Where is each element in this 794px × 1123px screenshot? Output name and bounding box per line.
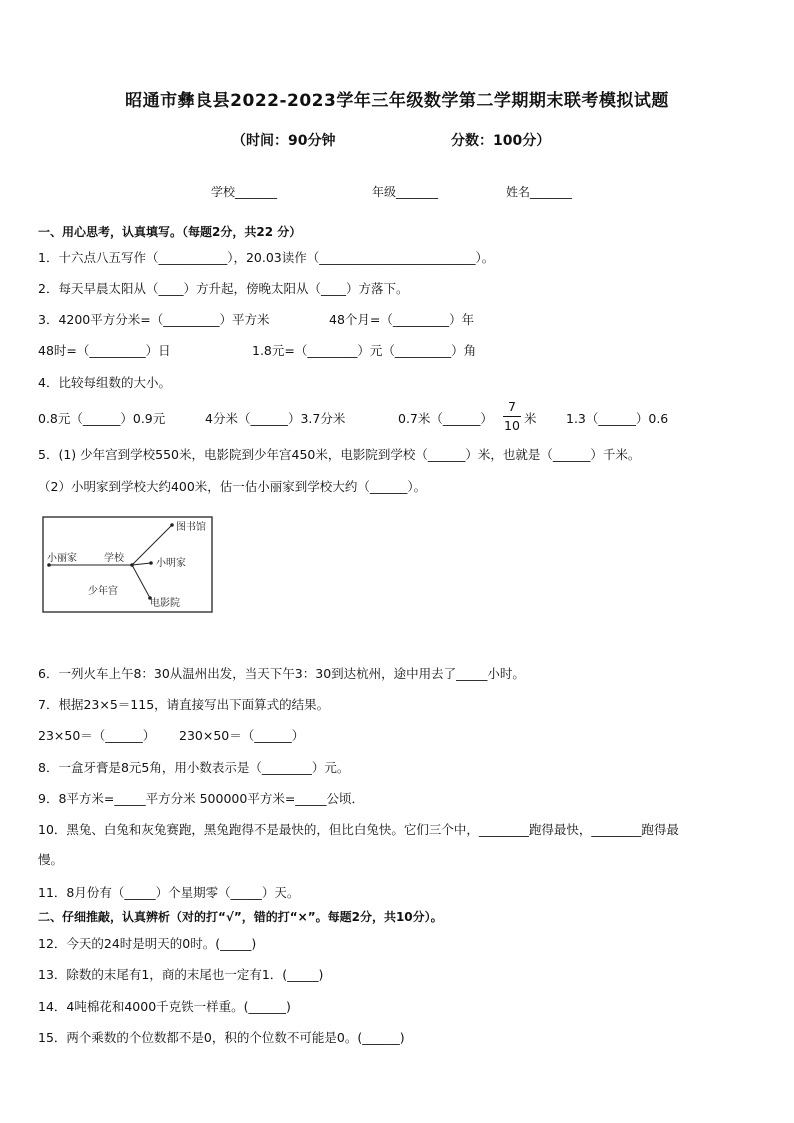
- question-13: 13．除数的末尾有1，商的末尾也一定有1．(_____): [38, 967, 324, 982]
- question-2: 2．每天早晨太阳从（____）方升起，傍晚太阳从（____）方落下。: [38, 281, 409, 296]
- question-3-b: 48个月=（_________）年: [329, 312, 475, 327]
- question-3-d: 1.8元=（________）元（_________）角: [252, 343, 477, 358]
- question-8: 8．一盒牙膏是8元5角，用小数表示是（________）元。: [38, 760, 350, 775]
- question-4-e: 1.3（______）0.6: [566, 411, 669, 426]
- question-4-b: 4分米（______）3.7分米: [205, 411, 346, 426]
- label-xiaoli: 小丽家: [47, 553, 77, 564]
- question-14: 14．4吨棉花和4000千克铁一样重。(______): [38, 999, 291, 1014]
- question-5-part-1: 5．(1) 少年宫到学校550米，电影院到少年宫450米，电影院到学校（______）米，也就是（______）千米。: [38, 447, 641, 462]
- school-field: 学校_______: [211, 185, 278, 199]
- question-4-c: 0.7米（______）: [398, 411, 493, 426]
- fraction-denominator: 10: [504, 418, 520, 433]
- road-cinema: [132, 565, 150, 598]
- question-7: 7．根据23×5＝115，请直接写出下面算式的结果。: [38, 697, 330, 712]
- question-15: 15．两个乘数的个位数都不是0，积的个位数不可能是0。(______): [38, 1030, 405, 1045]
- question-5-part-2: （2）小明家到学校大约400米，估一估小丽家到学校大约（______）。: [38, 479, 427, 494]
- location-diagram: [42, 516, 214, 614]
- fraction-numerator: 7: [508, 399, 516, 414]
- question-12: 12．今天的24时是明天的0时。(_____): [38, 936, 257, 951]
- question-9: 9．8平方米=_____平方分米 500000平方米=_____公顷．: [38, 791, 365, 806]
- fraction-bar: [503, 416, 521, 417]
- question-7-a: 23×50＝（______）: [38, 728, 156, 743]
- label-cinema: 电影院: [150, 598, 180, 609]
- xiaoming-dot: [149, 561, 153, 565]
- exam-score: 分数：100分）: [451, 133, 551, 149]
- label-youth-palace: 少年宫: [88, 586, 118, 597]
- question-6: 6．一列火车上午8：30从温州出发，当天下午3：30到达杭州，途中用去了_____小时。: [38, 666, 525, 681]
- library-dot: [170, 523, 174, 527]
- label-xiaoming: 小明家: [156, 558, 186, 569]
- question-11: 11．8月份有（_____）个星期零（_____）天。: [38, 885, 300, 900]
- question-10-line-2: 慢。: [38, 852, 64, 867]
- road-xiaoming: [132, 563, 151, 565]
- question-1: 1．十六点八五写作（___________），20.03读作（_________________________）。: [38, 250, 495, 265]
- question-3-c: 48时=（_________）日: [38, 343, 171, 358]
- section-2-heading: 二、仔细推敲，认真辨析（对的打“√”，错的打“×”。每题2分，共10分）。: [38, 910, 443, 924]
- question-4-d: 米: [524, 411, 537, 426]
- label-school: 学校: [104, 553, 124, 564]
- name-field: 姓名_______: [506, 185, 573, 199]
- school-dot: [130, 563, 134, 567]
- question-4-a: 0.8元（______）0.9元: [38, 411, 166, 426]
- question-10-line-1: 10．黑兔、白兔和灰兔赛跑，黑兔跑得不是最快的，但比白兔快。它们三个中，________跑得最快，________跑得最: [38, 822, 679, 837]
- exam-time: （时间：90分钟: [232, 133, 336, 149]
- label-library: 图书馆: [176, 522, 206, 533]
- grade-field: 年级_______: [372, 185, 439, 199]
- question-7-b: 230×50＝（______）: [179, 728, 305, 743]
- question-3-a: 3．4200平方分米=（_________）平方米: [38, 312, 270, 327]
- section-1-heading: 一、用心思考，认真填写。（每题2分，共22 分）: [38, 225, 302, 239]
- question-4: 4．比较每组数的大小。: [38, 375, 171, 390]
- fraction-seven-tenths: [503, 399, 521, 434]
- page-title: 昭通市彝良县2022-2023学年三年级数学第二学期期末联考模拟试题: [125, 91, 669, 111]
